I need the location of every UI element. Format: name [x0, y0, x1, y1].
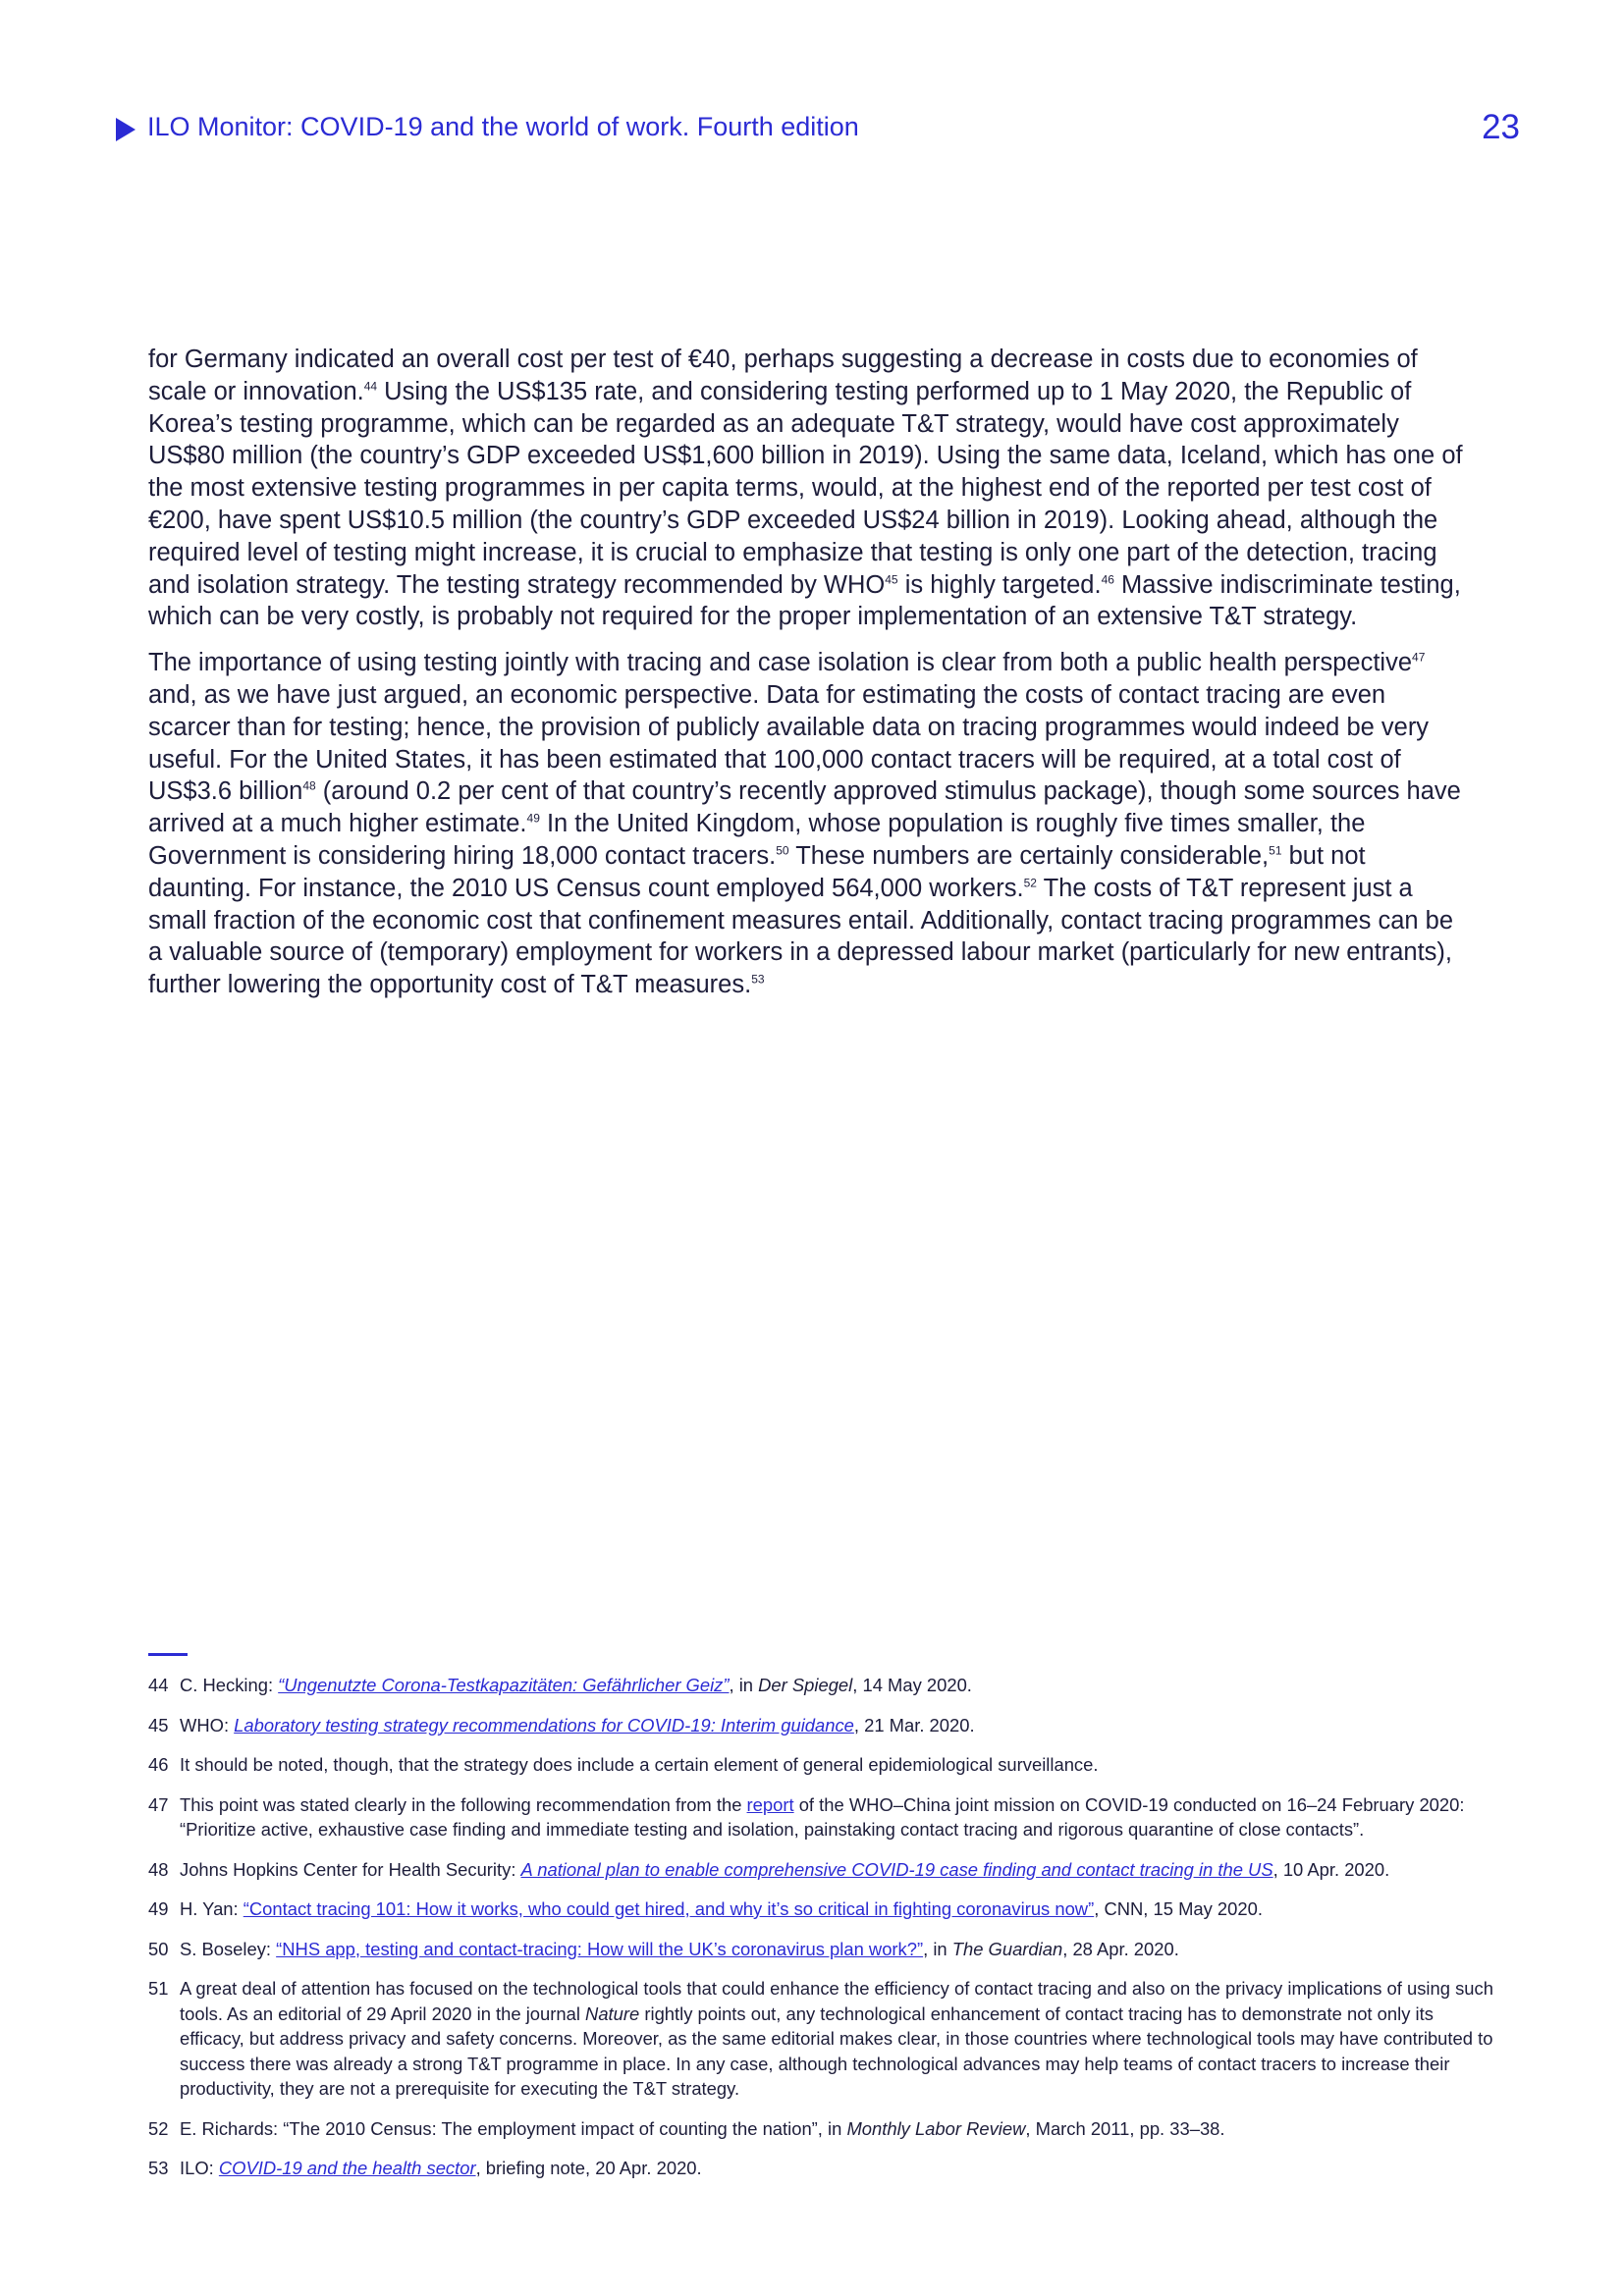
footnote-44: 44 C. Hecking: “Ungenutzte Corona-Testkapazitäten: Gefährlicher Geiz”, in Der Spiegel, 14 May 2020. [148, 1675, 972, 1695]
page-number: 23 [1482, 108, 1520, 146]
footnotes [148, 1673, 1493, 2196]
footnote-51: 51 A great deal of attention has focused on the technological tools that could enhance the efficiency of contact tracing and also on the privacy implications of using such tools. As an editorial of 29 April 2020 in the journal Nature rightly points out, any technological enhancement of contact tracing has to demonstrate not only its efficacy, but address privacy and safety concerns. Moreover, as the same editorial makes clear, in those countries where technological tools may have contributed to success there was already a strong T&T programme in place. In any case, although technological advances may help teams of contact tracers to increase their productivity, they are not a prerequisite for executing the T&T strategy. [148, 1978, 1493, 2099]
footnote-link[interactable]: Laboratory testing strategy recommendations for COVID-19: Interim guidance [234, 1714, 854, 1735]
footnote-47: 47 This point was stated clearly in the following recommendation from the report of the WHO–China joint mission on COVID-19 conducted on 16–24 February 2020: “Prioritize active, exhaustive case finding and immediate testing and isolation, painstaking contact tracing and rigorous quarantine of close contacts”. [148, 1793, 1465, 1840]
footnote-ref-50[interactable]: 50 [776, 843, 789, 858]
paragraph-2: The importance of using testing jointly with tracing and case isolation is clear from both a public health perspective$^{47}$ and, as we have just argued, an economic perspective. Data for estimating the costs of contact tracing are even scarcer than for testing; hence, the provision of publicly available data on tracing programmes would indeed be very useful. For the United States, it has been estimated that 100,000 contact tracers will be required, at a total cost of US$3.6 billion$^{48}$ (around 0.2 per cent of that country’s recently approved stimulus package), though some sources have arrived at a much higher estimate.$^{49}$ In the United Kingdom, whose population is roughly five times smaller, the Government is considering hiring 18,000 contact tracers.$^{50}$ These numbers are certainly considerable,$^{51}$ but not daunting. For instance, the 2010 US Census count employed 564,000 workers.$^{52}$ The costs of T&T represent just a small fraction of the economic cost that confinement measures entail. Additionally, contact tracing programmes can be a valuable source of (temporary) employment for workers in a depressed labour market (particularly for new entrants), further lowering the opportunity cost of T&T measures.$^{53}$ [148, 649, 1461, 999]
publication-title: ILO Monitor: COVID-19 and the world of work. Fourth edition [147, 112, 859, 141]
paragraph-1: for Germany indicated an overall cost per test of €40, perhaps suggesting a decrease in costs due to economies of scale or innovation.$^{44}$ Using the US$135 rate, and considering testing performed up to 1 May 2020, the Republic of Korea’s testing programme, which can be regarded as an adequate T&T strategy, would have cost approximately US$80 million (the country’s GDP exceeded US$1,600 billion in 2019). Using the same data, Iceland, which has one of the most extensive testing programmes in per capita terms, would, at the highest end of the reported per test cost of €200, have spent US$10.5 million (the country’s GDP exceeded US$24 billion in 2019). Looking ahead, although the required level of testing might increase, it is crucial to emphasize that testing is only one part of the detection, tracing and isolation strategy. The testing strategy recommended by WHO$^{45}$ is highly targeted.$^{46}$ Massive indiscriminate testing, which can be very costly, is probably not required for the proper implementation of an extensive T&T strategy. [148, 346, 1463, 631]
footnote-ref-44[interactable]: 44 [363, 379, 378, 394]
page-header [116, 108, 1520, 149]
footnote-divider [148, 1653, 188, 1656]
footnote-link[interactable]: report [746, 1793, 794, 1815]
footnote-ref-45[interactable]: 45 [885, 572, 898, 587]
footnote-45: 45 WHO: Laboratory testing strategy recommendations for COVID-19: Interim guidance, 21 Mar. 2020. [148, 1714, 975, 1735]
footnote-50: 50 S. Boseley: “NHS app, testing and contact-tracing: How will the UK’s coronavirus plan work?”, in The Guardian, 28 Apr. 2020. [148, 1938, 1179, 1959]
main-text [148, 344, 1469, 1015]
footnote-48: 48 Johns Hopkins Center for Health Security: A national plan to enable comprehensive COVID-19 case finding and contact tracing in the US, 10 Apr. 2020. [148, 1858, 1390, 1880]
footnote-46: 46 It should be noted, though, that the strategy does include a certain element of general epidemiological surveillance. [148, 1754, 1099, 1775]
footnote-52: 52 E. Richards: “The 2010 Census: The employment impact of counting the nation”, in Monthly Labor Review, March 2011, pp. 33–38. [148, 2117, 1225, 2139]
footnote-link[interactable]: COVID-19 and the health sector [218, 2158, 476, 2178]
footnote-ref-47[interactable]: 47 [1412, 650, 1426, 665]
footnote-53: 53 ILO: COVID-19 and the health sector, briefing note, 20 Apr. 2020. [148, 2158, 702, 2178]
footnote-ref-51[interactable]: 51 [1269, 843, 1282, 858]
footnote-link[interactable]: “Contact tracing 101: How it works, who could get hired, and why it’s so critical in fighting coronavirus now” [243, 1898, 1095, 1919]
footnote-ref-52[interactable]: 52 [1023, 876, 1037, 890]
footnote-ref-48[interactable]: 48 [302, 778, 316, 793]
footnote-ref-49[interactable]: 49 [526, 811, 540, 826]
footnote-ref-46[interactable]: 46 [1101, 572, 1114, 587]
footnote-link[interactable]: “NHS app, testing and contact-tracing: How will the UK’s coronavirus plan work?” [276, 1938, 924, 1959]
footnote-ref-53[interactable]: 53 [751, 972, 765, 987]
footnote-49: 49 H. Yan: “Contact tracing 101: How it works, who could get hired, and why it’s so critical in fighting coronavirus now”, CNN, 15 May 2020. [148, 1898, 1263, 1919]
footnote-link[interactable]: “Ungenutzte Corona-Testkapazitäten: Gefährlicher Geiz” [278, 1675, 730, 1695]
footnote-link[interactable]: A national plan to enable comprehensive COVID-19 case finding and contact tracing in the US [520, 1858, 1273, 1880]
triangle-bullet-icon [116, 118, 135, 141]
